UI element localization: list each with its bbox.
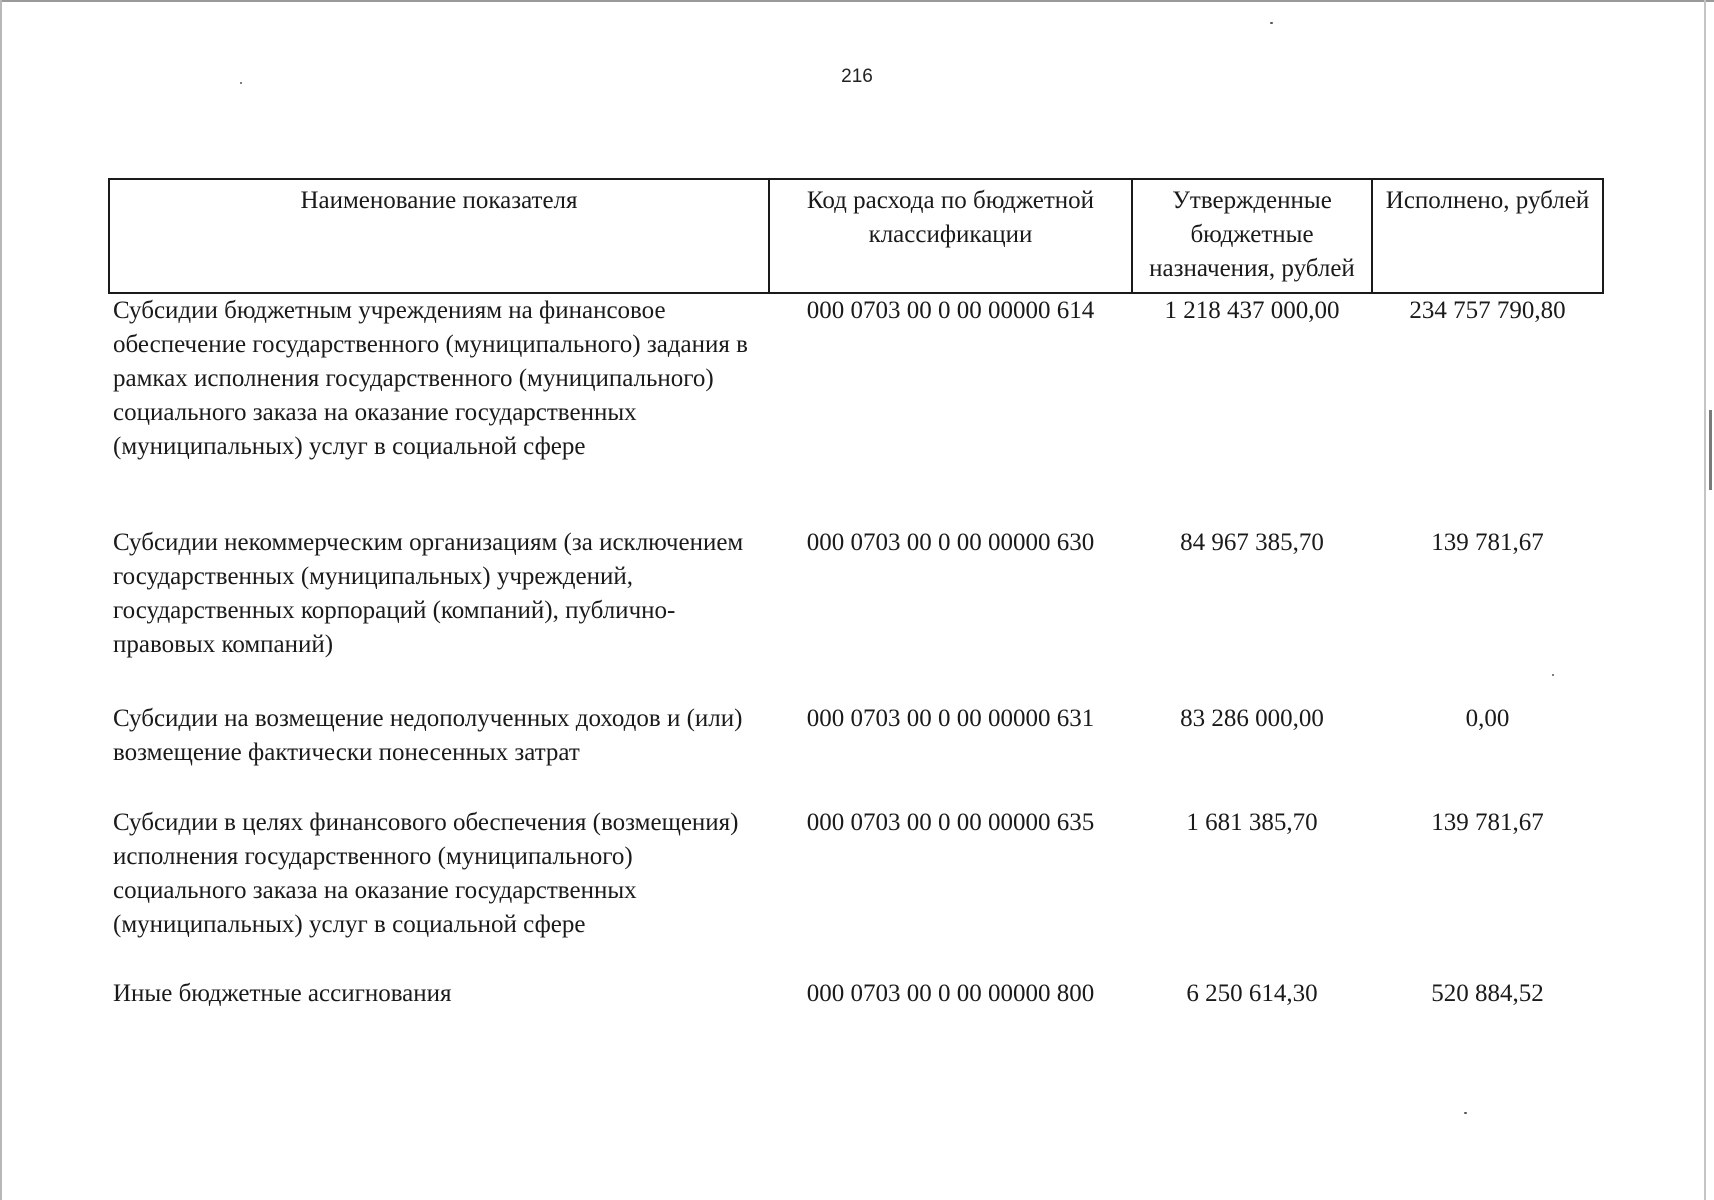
header-row bbox=[109, 179, 1603, 293]
row-approved: 6 250 614,30 bbox=[1186, 980, 1318, 1007]
row-name: Субсидии бюджетным учреждениям на финансовое обеспечение государственного (муниципального) задания в рамках исполнения государственного (муниципального) социального заказа на оказание государственных (муниципальных) услуг в социальной сфере bbox=[113, 297, 748, 460]
table-row bbox=[109, 806, 1603, 977]
table-row bbox=[109, 293, 1603, 526]
header-code: Код расхода по бюджетной классификации bbox=[769, 179, 1132, 293]
scan-mark-right bbox=[1709, 410, 1712, 490]
table-row bbox=[109, 526, 1603, 702]
header-approved: Утвержденные бюджетные назначения, рублей bbox=[1132, 179, 1372, 293]
row-executed: 139 781,67 bbox=[1431, 809, 1544, 836]
table-body bbox=[109, 293, 1603, 1017]
row-code: 000 0703 00 0 00 00000 630 bbox=[806, 529, 1095, 556]
row-name: Иные бюджетные ассигнования bbox=[113, 980, 452, 1007]
row-name: Субсидии в целях финансового обеспечения (возмещения) исполнения государственного (муниципального) социального заказа на оказание государственных (муниципальных) услуг в социальной сфере bbox=[113, 809, 739, 938]
header-executed: Исполнено, рублей bbox=[1372, 179, 1603, 293]
table-header bbox=[109, 179, 1603, 293]
scan-speck bbox=[1270, 22, 1273, 24]
budget-execution-table bbox=[108, 178, 1604, 1017]
row-executed: 234 757 790,80 bbox=[1409, 297, 1566, 324]
table-row bbox=[109, 977, 1603, 1017]
row-executed: 520 884,52 bbox=[1431, 980, 1544, 1007]
row-approved: 84 967 385,70 bbox=[1180, 529, 1324, 556]
row-approved: 1 681 385,70 bbox=[1186, 809, 1318, 836]
scan-speck bbox=[1464, 1112, 1467, 1114]
page-number: 216 bbox=[841, 66, 873, 87]
scan-edge-left bbox=[0, 0, 2, 1200]
scan-edge-right bbox=[1704, 0, 1706, 1200]
row-code: 000 0703 00 0 00 00000 614 bbox=[806, 297, 1095, 324]
row-code: 000 0703 00 0 00 00000 800 bbox=[806, 980, 1095, 1007]
row-executed: 0,00 bbox=[1465, 705, 1510, 732]
row-name: Субсидии на возмещение недополученных доходов и (или) возмещение фактически понесенных затрат bbox=[113, 705, 743, 766]
row-code: 000 0703 00 0 00 00000 631 bbox=[806, 705, 1095, 732]
row-code: 000 0703 00 0 00 00000 635 bbox=[806, 809, 1095, 836]
header-name: Наименование показателя bbox=[109, 179, 769, 293]
row-approved: 83 286 000,00 bbox=[1180, 705, 1324, 732]
scan-edge-top bbox=[0, 0, 1714, 2]
table-row bbox=[109, 702, 1603, 806]
row-executed: 139 781,67 bbox=[1431, 529, 1544, 556]
row-name: Субсидии некоммерческим организациям (за исключением государственных (муниципальных) учреждений, государственных корпораций (компаний), публично-правовых компаний) bbox=[113, 529, 744, 658]
row-approved: 1 218 437 000,00 bbox=[1164, 297, 1340, 324]
